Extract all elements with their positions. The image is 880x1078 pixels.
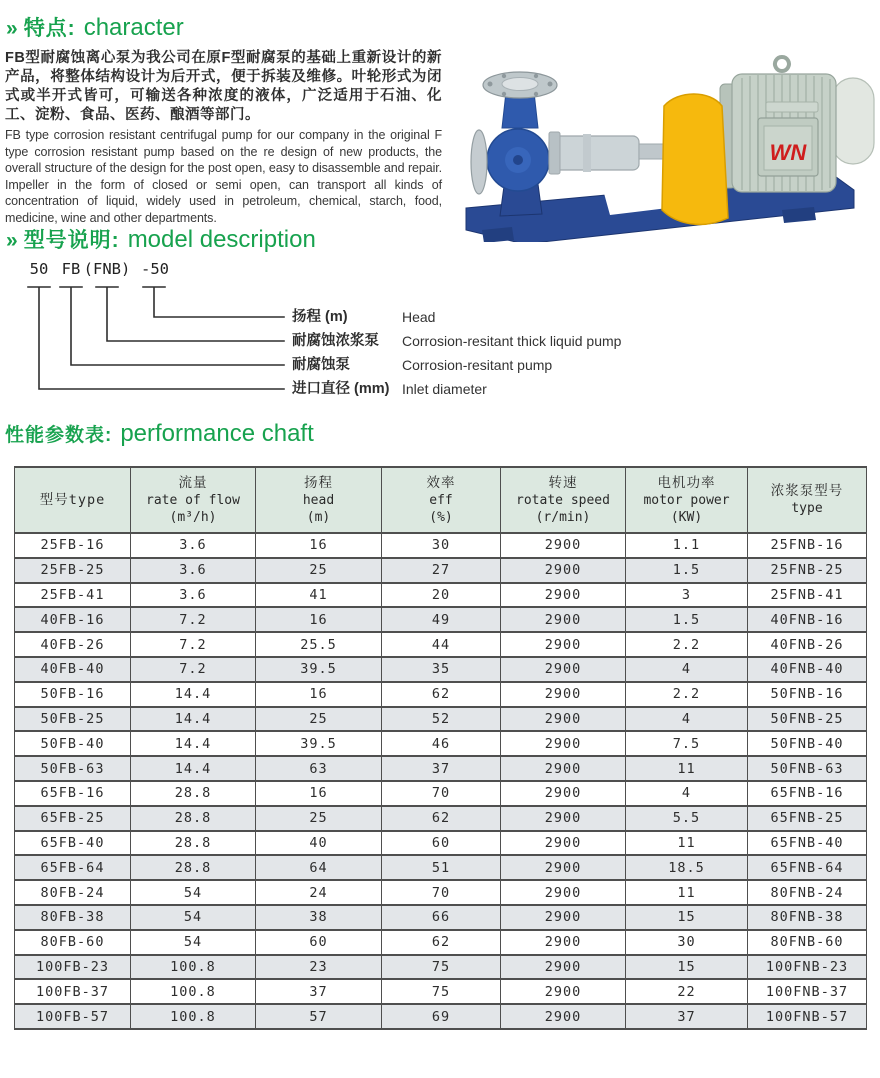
table-row [15, 781, 867, 806]
table-cell: 28.8 [131, 806, 256, 831]
table-cell: 100FNB-57 [748, 1004, 867, 1029]
table-cell: 80FNB-24 [748, 880, 867, 905]
column-header [748, 467, 867, 533]
header-line: 扬程 [304, 474, 333, 491]
legend-zh-pump: 耐腐蚀泵 [292, 357, 350, 373]
column-header [256, 467, 382, 533]
table-cell: 65FNB-16 [748, 781, 867, 806]
table-cell: 50FNB-40 [748, 731, 867, 756]
table-cell: 3.6 [131, 558, 256, 583]
header-line: 电机功率 [657, 474, 716, 491]
table-cell: 27 [382, 558, 501, 583]
header-line: 流量 [178, 474, 208, 491]
table-row [15, 955, 867, 980]
table-cell: 2.2 [626, 682, 748, 707]
table-cell: 80FNB-60 [748, 930, 867, 955]
table-cell: 50FB-63 [15, 756, 131, 781]
table-cell: 40FB-40 [15, 657, 131, 682]
table-cell: 7.5 [626, 731, 748, 756]
table-cell: 16 [256, 682, 382, 707]
table-cell: 80FB-24 [15, 880, 131, 905]
header-line: rotate speed [516, 492, 610, 508]
table-cell: 20 [382, 583, 501, 608]
table-cell: 100FB-23 [15, 955, 131, 980]
table-cell: 80FB-38 [15, 905, 131, 930]
legend-zh-head: 扬程 (m) [292, 309, 348, 325]
legend-en-pump: Corrosion-resitant pump [402, 357, 553, 373]
top-flange [483, 72, 557, 128]
table-row [15, 632, 867, 657]
table-row [15, 855, 867, 880]
table-cell: 5.5 [626, 806, 748, 831]
column-header [131, 467, 256, 533]
table-cell: 16 [256, 781, 382, 806]
table-cell: 65FB-25 [15, 806, 131, 831]
section-title-zh: 特点: [23, 17, 76, 40]
lifting-eye-icon [775, 57, 789, 71]
table-cell: 100FNB-37 [748, 979, 867, 1004]
table-cell: 3.6 [131, 583, 256, 608]
table-row [15, 979, 867, 1004]
table-cell: 39.5 [256, 657, 382, 682]
table-row [15, 806, 867, 831]
table-cell: 22 [626, 979, 748, 1004]
model-part-fnb: (FNB) [83, 260, 131, 278]
header-line: 转速 [548, 474, 578, 491]
table-cell: 80FNB-38 [748, 905, 867, 930]
table-cell: 62 [382, 682, 501, 707]
table-row [15, 731, 867, 756]
table-cell: 70 [382, 781, 501, 806]
header-line: motor power [643, 492, 730, 508]
table-cell: 75 [382, 955, 501, 980]
table-cell: 65FNB-25 [748, 806, 867, 831]
header-line: 效率 [426, 474, 456, 491]
table-row [15, 657, 867, 682]
table-cell: 25FB-25 [15, 558, 131, 583]
table-cell: 50FB-16 [15, 682, 131, 707]
table-cell: 62 [382, 806, 501, 831]
header-line: type [791, 501, 823, 516]
table-cell: 37 [382, 756, 501, 781]
table-cell: 2900 [501, 955, 626, 980]
motor-brand-text: WN [769, 140, 807, 165]
table-row [15, 831, 867, 856]
table-cell: 69 [382, 1004, 501, 1029]
table-cell: 38 [256, 905, 382, 930]
table-cell: 2900 [501, 930, 626, 955]
column-header [15, 467, 131, 533]
legend-en-head: Head [402, 309, 436, 325]
table-cell: 100.8 [131, 979, 256, 1004]
table-cell: 15 [626, 905, 748, 930]
table-cell: 54 [131, 880, 256, 905]
table-row [15, 607, 867, 632]
table-cell: 40FB-16 [15, 607, 131, 632]
table-cell: 7.2 [131, 632, 256, 657]
legend-zh-thick-pump: 耐腐蚀浓浆泵 [292, 333, 379, 349]
table-cell: 39.5 [256, 731, 382, 756]
table-row [15, 756, 867, 781]
table-cell: 1.5 [626, 607, 748, 632]
table-cell: 63 [256, 756, 382, 781]
table-cell: 40 [256, 831, 382, 856]
pump-illustration [452, 14, 876, 242]
header-line: (%) [429, 509, 453, 525]
table-cell: 44 [382, 632, 501, 657]
table-cell: 70 [382, 880, 501, 905]
table-cell: 49 [382, 607, 501, 632]
pump-photo [452, 14, 876, 242]
header-line: rate of flow [146, 492, 240, 508]
table-cell: 40FNB-16 [748, 607, 867, 632]
table-cell: 65FNB-40 [748, 831, 867, 856]
table-cell: 100.8 [131, 955, 256, 980]
table-cell: 50FNB-25 [748, 707, 867, 732]
table-cell: 66 [382, 905, 501, 930]
header-line: (m³/h) [169, 509, 217, 525]
header-line: eff [429, 492, 453, 508]
table-cell: 14.4 [131, 756, 256, 781]
table-cell: 11 [626, 831, 748, 856]
table-cell: 25 [256, 707, 382, 732]
performance-table [14, 466, 866, 1030]
table-cell: 16 [256, 533, 382, 558]
table-cell: 25.5 [256, 632, 382, 657]
table-cell: 3 [626, 583, 748, 608]
header-line: 型号type [39, 491, 106, 508]
table-row [15, 930, 867, 955]
section-title-en: performance chaft [120, 420, 314, 447]
table-cell: 14.4 [131, 707, 256, 732]
table-cell: 25FB-41 [15, 583, 131, 608]
table-cell: 2900 [501, 607, 626, 632]
table-cell: 2900 [501, 831, 626, 856]
table-cell: 75 [382, 979, 501, 1004]
table-cell: 1.5 [626, 558, 748, 583]
table-cell: 2900 [501, 806, 626, 831]
table-cell: 2900 [501, 583, 626, 608]
table-cell: 7.2 [131, 657, 256, 682]
section-heading-performance [5, 420, 314, 448]
table-cell: 2900 [501, 632, 626, 657]
table-cell: 100.8 [131, 1004, 256, 1029]
table-cell: 11 [626, 756, 748, 781]
table-cell: 50FNB-16 [748, 682, 867, 707]
column-header [501, 467, 626, 533]
header-line: head [302, 492, 335, 508]
model-part-inlet: 50 [29, 260, 49, 278]
table-cell: 64 [256, 855, 382, 880]
section-title-zh: 型号说明: [23, 229, 120, 252]
table-cell: 18.5 [626, 855, 748, 880]
table-cell: 52 [382, 707, 501, 732]
table-cell: 62 [382, 930, 501, 955]
column-header [626, 467, 748, 533]
table-cell: 16 [256, 607, 382, 632]
table-cell: 7.2 [131, 607, 256, 632]
header-line: (r/min) [535, 509, 591, 525]
table-cell: 40FNB-26 [748, 632, 867, 657]
table-cell: 50FB-25 [15, 707, 131, 732]
table-cell: 65FB-16 [15, 781, 131, 806]
motor-rear-cap [832, 78, 874, 164]
table-cell: 4 [626, 781, 748, 806]
model-part-fb: FB [61, 260, 81, 278]
table-row [15, 583, 867, 608]
table-cell: 30 [626, 930, 748, 955]
table-cell: 37 [626, 1004, 748, 1029]
section-heading-model-description [6, 224, 316, 254]
table-cell: 25FNB-25 [748, 558, 867, 583]
table-cell: 30 [382, 533, 501, 558]
table-cell: 35 [382, 657, 501, 682]
character-paragraph-en: FB type corrosion resistant centrifugal pump for our company in the original F type corrosion resistant pump based on the re design of new products, the overall structure of the design for the post open, easy to disassemble and repair. Impeller in the form of closed or semi open, can transport all kinds of concentration of liquid, widely used in petroleum, chemical, starch, food, medicine, wine and other departments. [5, 128, 442, 225]
table-cell: 11 [626, 880, 748, 905]
table-cell: 28.8 [131, 781, 256, 806]
table-cell: 2900 [501, 707, 626, 732]
pump-volute [471, 129, 549, 194]
table-cell: 4 [626, 657, 748, 682]
table-cell: 2900 [501, 682, 626, 707]
table-cell: 37 [256, 979, 382, 1004]
terminal-box [758, 118, 818, 176]
table-cell: 14.4 [131, 682, 256, 707]
header-line: (KW) [670, 509, 703, 525]
table-cell: 1.1 [626, 533, 748, 558]
chevrons-icon: » [6, 229, 18, 252]
header-line: 浓浆泵型号 [770, 483, 844, 499]
table-cell: 28.8 [131, 855, 256, 880]
section-heading-character [6, 12, 184, 42]
motor-nameplate [766, 102, 818, 112]
table-cell: 2900 [501, 855, 626, 880]
table-cell: 60 [382, 831, 501, 856]
table-cell: 14.4 [131, 731, 256, 756]
table-row [15, 707, 867, 732]
model-code-diagram [0, 258, 700, 410]
table-cell: 2900 [501, 756, 626, 781]
chevrons-icon: » [6, 17, 18, 40]
legend-zh-inlet: 进口直径 (mm) [292, 381, 390, 397]
section-title-en: character [83, 14, 184, 41]
table-cell: 80FB-60 [15, 930, 131, 955]
table-cell: 54 [131, 905, 256, 930]
table-cell: 2900 [501, 558, 626, 583]
suction-flange [471, 130, 487, 194]
table-cell: 2900 [501, 880, 626, 905]
table-cell: 2900 [501, 731, 626, 756]
table-cell: 25 [256, 558, 382, 583]
character-text-block [5, 49, 442, 227]
legend-en-thick-pump: Corrosion-resitant thick liquid pump [402, 333, 622, 349]
table-cell: 4 [626, 707, 748, 732]
table-cell: 51 [382, 855, 501, 880]
table-cell: 25FB-16 [15, 533, 131, 558]
table-cell: 65FB-64 [15, 855, 131, 880]
bearing-housing [549, 132, 669, 174]
table-cell: 24 [256, 880, 382, 905]
table-row [15, 533, 867, 558]
table-cell: 40FB-26 [15, 632, 131, 657]
table-cell: 2900 [501, 905, 626, 930]
table-cell: 65FNB-64 [748, 855, 867, 880]
table-cell: 2900 [501, 533, 626, 558]
performance-table-body [15, 533, 867, 1029]
section-title-zh: 性能参数表: [5, 425, 113, 446]
table-cell: 3.6 [131, 533, 256, 558]
table-cell: 60 [256, 930, 382, 955]
table-cell: 15 [626, 955, 748, 980]
table-cell: 2900 [501, 781, 626, 806]
table-cell: 28.8 [131, 831, 256, 856]
table-row [15, 558, 867, 583]
table-cell: 100FB-37 [15, 979, 131, 1004]
table-cell: 25FNB-41 [748, 583, 867, 608]
table-row [15, 682, 867, 707]
table-cell: 2.2 [626, 632, 748, 657]
column-header [382, 467, 501, 533]
performance-table-grid [14, 466, 867, 1030]
table-cell: 2900 [501, 1004, 626, 1029]
table-cell: 57 [256, 1004, 382, 1029]
table-cell: 25 [256, 806, 382, 831]
table-cell: 46 [382, 731, 501, 756]
legend-en-inlet: Inlet diameter [402, 381, 487, 397]
table-cell: 2900 [501, 657, 626, 682]
section-title-en: model description [127, 226, 316, 253]
table-cell: 2900 [501, 979, 626, 1004]
table-cell: 100FB-57 [15, 1004, 131, 1029]
table-cell: 23 [256, 955, 382, 980]
table-header-row [15, 467, 867, 533]
table-row [15, 1004, 867, 1029]
character-paragraph-zh: FB型耐腐蚀离心泵为我公司在原F型耐腐泵的基础上重新设计的新产品，将整体结构设计为后开式，便于拆装及维修。叶轮形式为闭式或半开式皆可，可输送各种浓度的液体，广泛适用于石油、化工、淀粉、食品、医药、酿酒等部门。 [5, 50, 442, 123]
table-cell: 25FNB-16 [748, 533, 867, 558]
table-cell: 50FNB-63 [748, 756, 867, 781]
motor-body [720, 57, 874, 192]
table-cell: 54 [131, 930, 256, 955]
table-row [15, 880, 867, 905]
header-line: (m) [306, 509, 331, 525]
table-cell: 41 [256, 583, 382, 608]
table-cell: 65FB-40 [15, 831, 131, 856]
coupling-guard [662, 94, 728, 224]
model-part-head: -50 [141, 260, 169, 278]
table-cell: 100FNB-23 [748, 955, 867, 980]
table-cell: 40FNB-40 [748, 657, 867, 682]
table-row [15, 905, 867, 930]
table-cell: 50FB-40 [15, 731, 131, 756]
